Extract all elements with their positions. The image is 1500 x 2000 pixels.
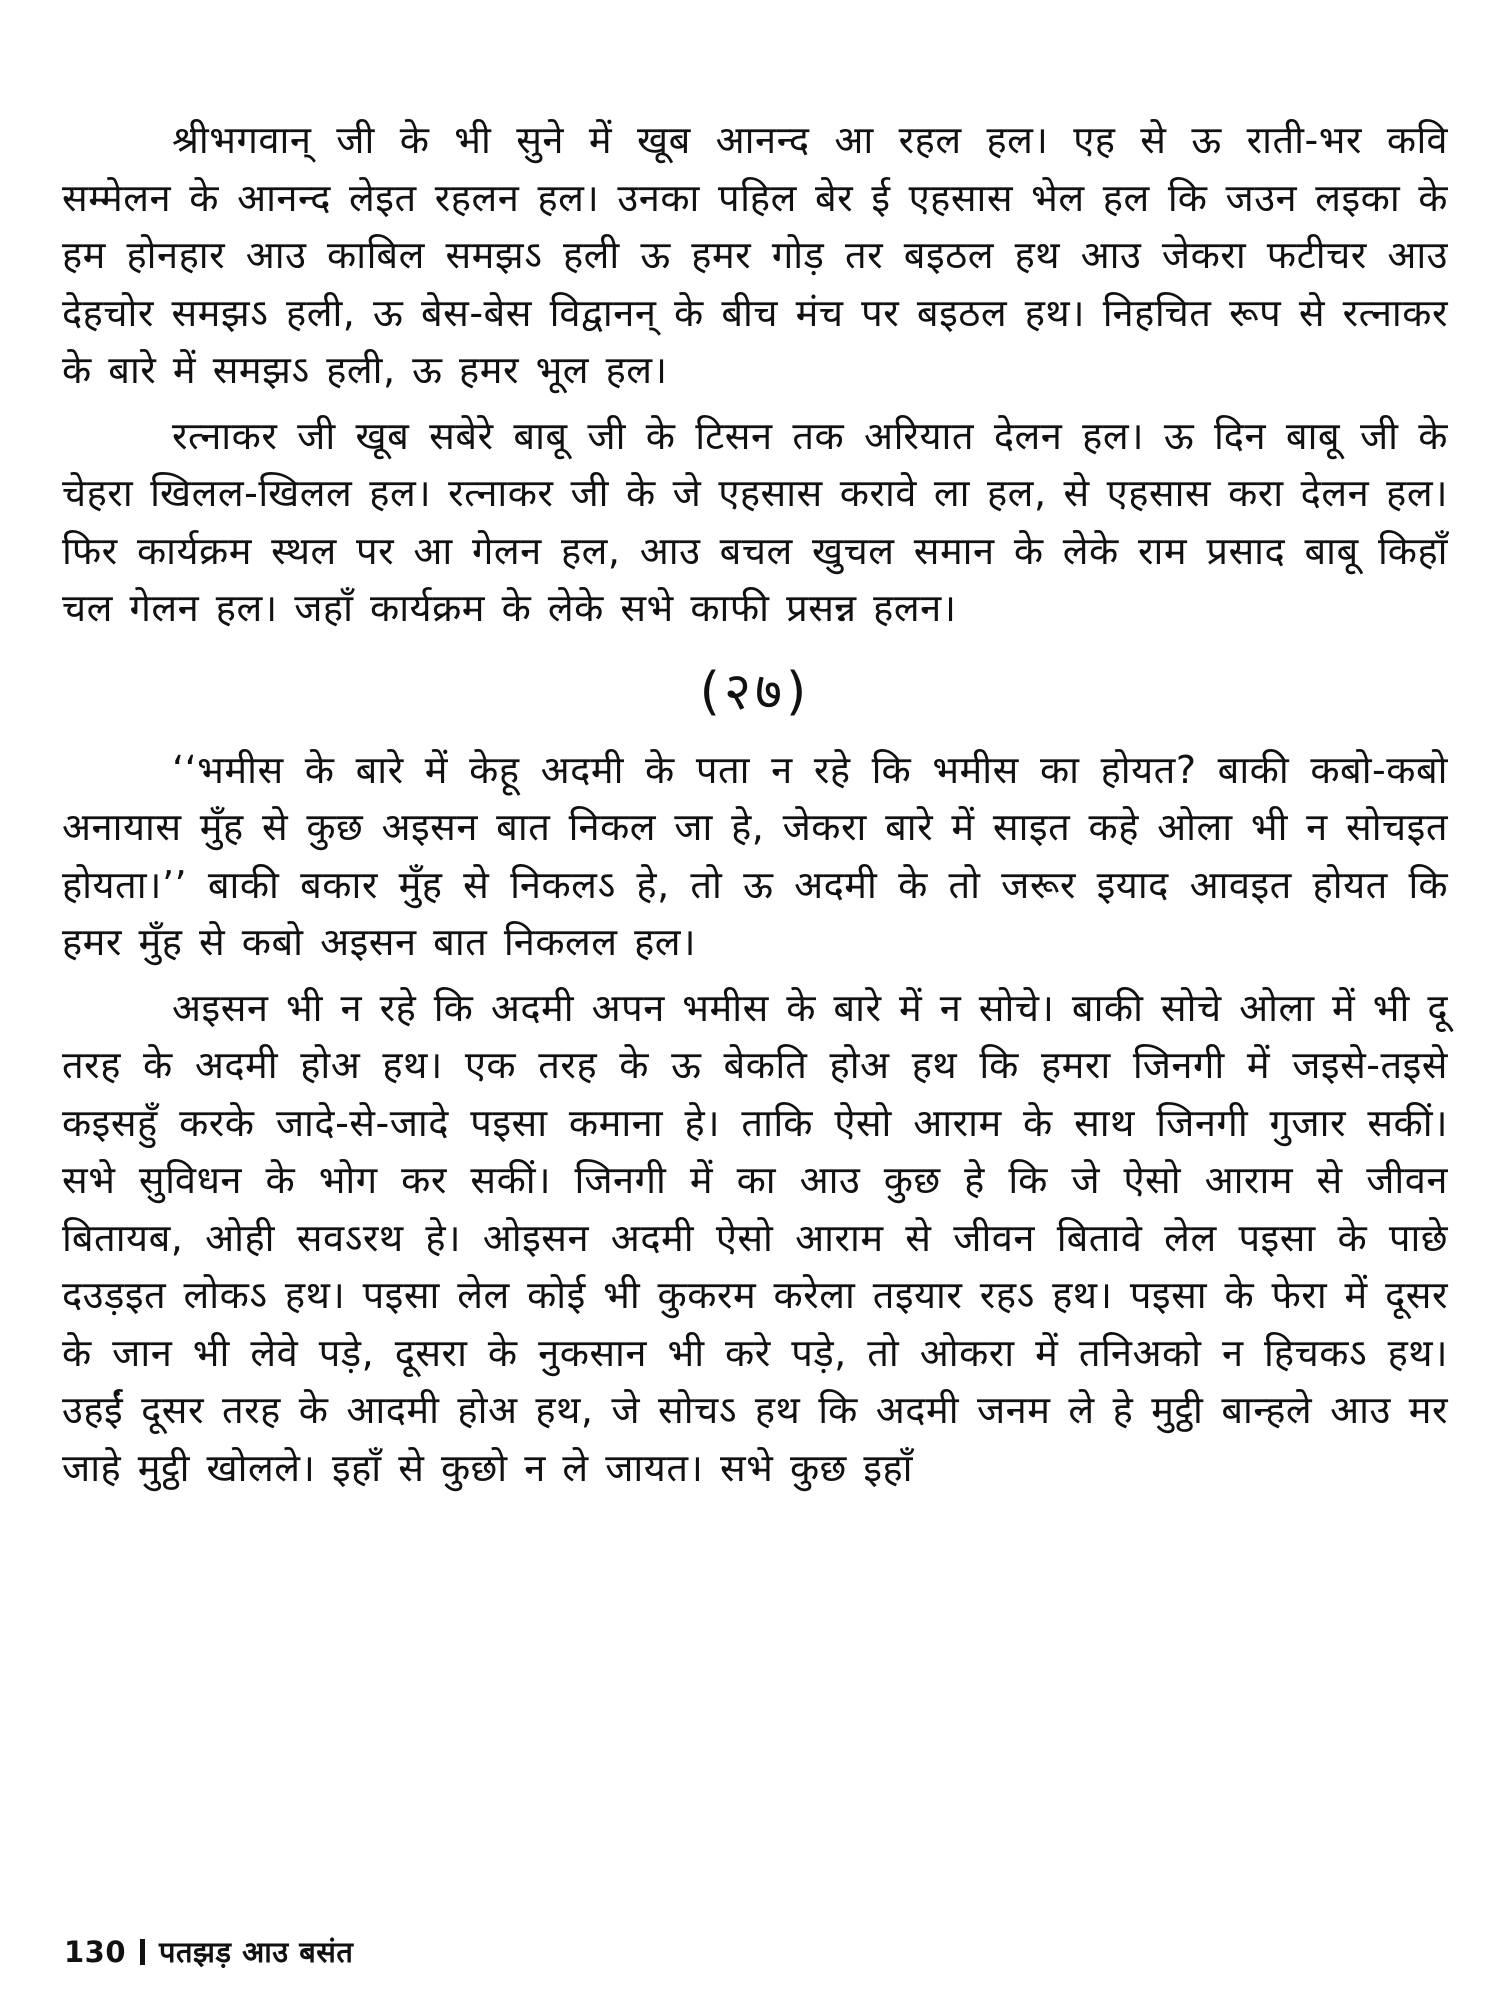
footer-divider xyxy=(140,1939,145,1965)
paragraph-1: श्रीभगवान् जी के भी सुने में खूब आनन्द आ रहल हल। एह से ऊ राती-भर कवि सम्मेलन के आनन्द लेइत रहलन हल। उनका पहिल बेर ई एहसास भेल हल कि जउन लइका के हम होनहार आउ काबिल समझऽ हली ऊ हमर गोड़ तर बइठल हथ आउ जेकरा फटीचर आउ देहचोर समझऽ हली, ऊ बेस-बेस विद्वानन् के बीच मंच पर बइठल हथ। निहचित रूप से रत्नाकर के बारे में समझऽ हली, ऊ हमर भूल हल। xyxy=(62,118,1448,392)
book-title: पतझड़ आउ बसंत xyxy=(159,1935,354,1969)
paragraph-2: रत्नाकर जी खूब सबेरे बाबू जी के टिसन तक अरियात देलन हल। ऊ दिन बाबू जी के चेहरा खिलल-खिलल हल। रत्नाकर जी के जे एहसास करावे ला हल, से एहसास करा देलन हल। फिर कार्यक्रम स्थल पर आ गेलन हल, आउ बचल खुचल समान के लेके राम प्रसाद बाबू किहाँ चल गेलन हल। जहाँ कार्यक्रम के लेके सभे काफी प्रसन्न हलन। xyxy=(62,413,1448,630)
page-number: 130 xyxy=(64,1935,127,1969)
chapter-paragraph-1: ‘‘भमीस के बारे में केहू अदमी के पता न रहे कि भमीस का होयत? बाकी कबो-कबो अनायास मुँह से कुछ अइसन बात निकल जा हे, जेकरा बारे में साइत कहे ओला भी न सोचइत होयता।’’ बाकी बकार मुँह से निकलऽ हे, तो ऊ अदमी के तो जरूर इयाद आवइत होयत कि हमर मुँह से कबो अइसन बात निकलल हल। xyxy=(62,747,1448,964)
chapter-heading: (२७) xyxy=(699,661,811,722)
page-body xyxy=(62,112,1448,1505)
chapter-paragraph-2: अइसन भी न रहे कि अदमी अपन भमीस के बारे में न सोचे। बाकी सोचे ओला में भी दू तरह के अदमी होअ हथ। एक तरह के ऊ बेकति होअ हथ कि हमरा जिनगी में जइसे-तइसे कइसहुँ करके जादे-से-जादे पइसा कमाना हे। ताकि ऐसो आराम के साथ जिनगी गुजार सकीं। सभे सुविधन के भोग कर सकीं। जिनगी में का आउ कुछ हे कि जे ऐसो आराम से जीवन बितायब, ओही सवऽरथ हे। ओइसन अदमी ऐसो आराम से जीवन बितावे लेल पइसा के पाछे दउड़इत लोकऽ हथ। पइसा लेल कोई भी कुकरम करेला तइयार रहऽ हथ। पइसा के फेरा में दूसर के जान भी लेवे पड़े, दूसरा के नुकसान भी करे पड़े, तो ओकरा में तनिअको न हिचकऽ हथ। उहईं दूसर तरह के आदमी होअ हथ, जे सोचऽ हथ कि अदमी जनम ले हे मुट्ठी बान्हले आउ मर जाहे मुट्ठी खोलले। इहाँ से कुछो न ले जायत। सभे कुछ इहाँ xyxy=(62,985,1448,1490)
page-footer xyxy=(64,1932,353,1971)
